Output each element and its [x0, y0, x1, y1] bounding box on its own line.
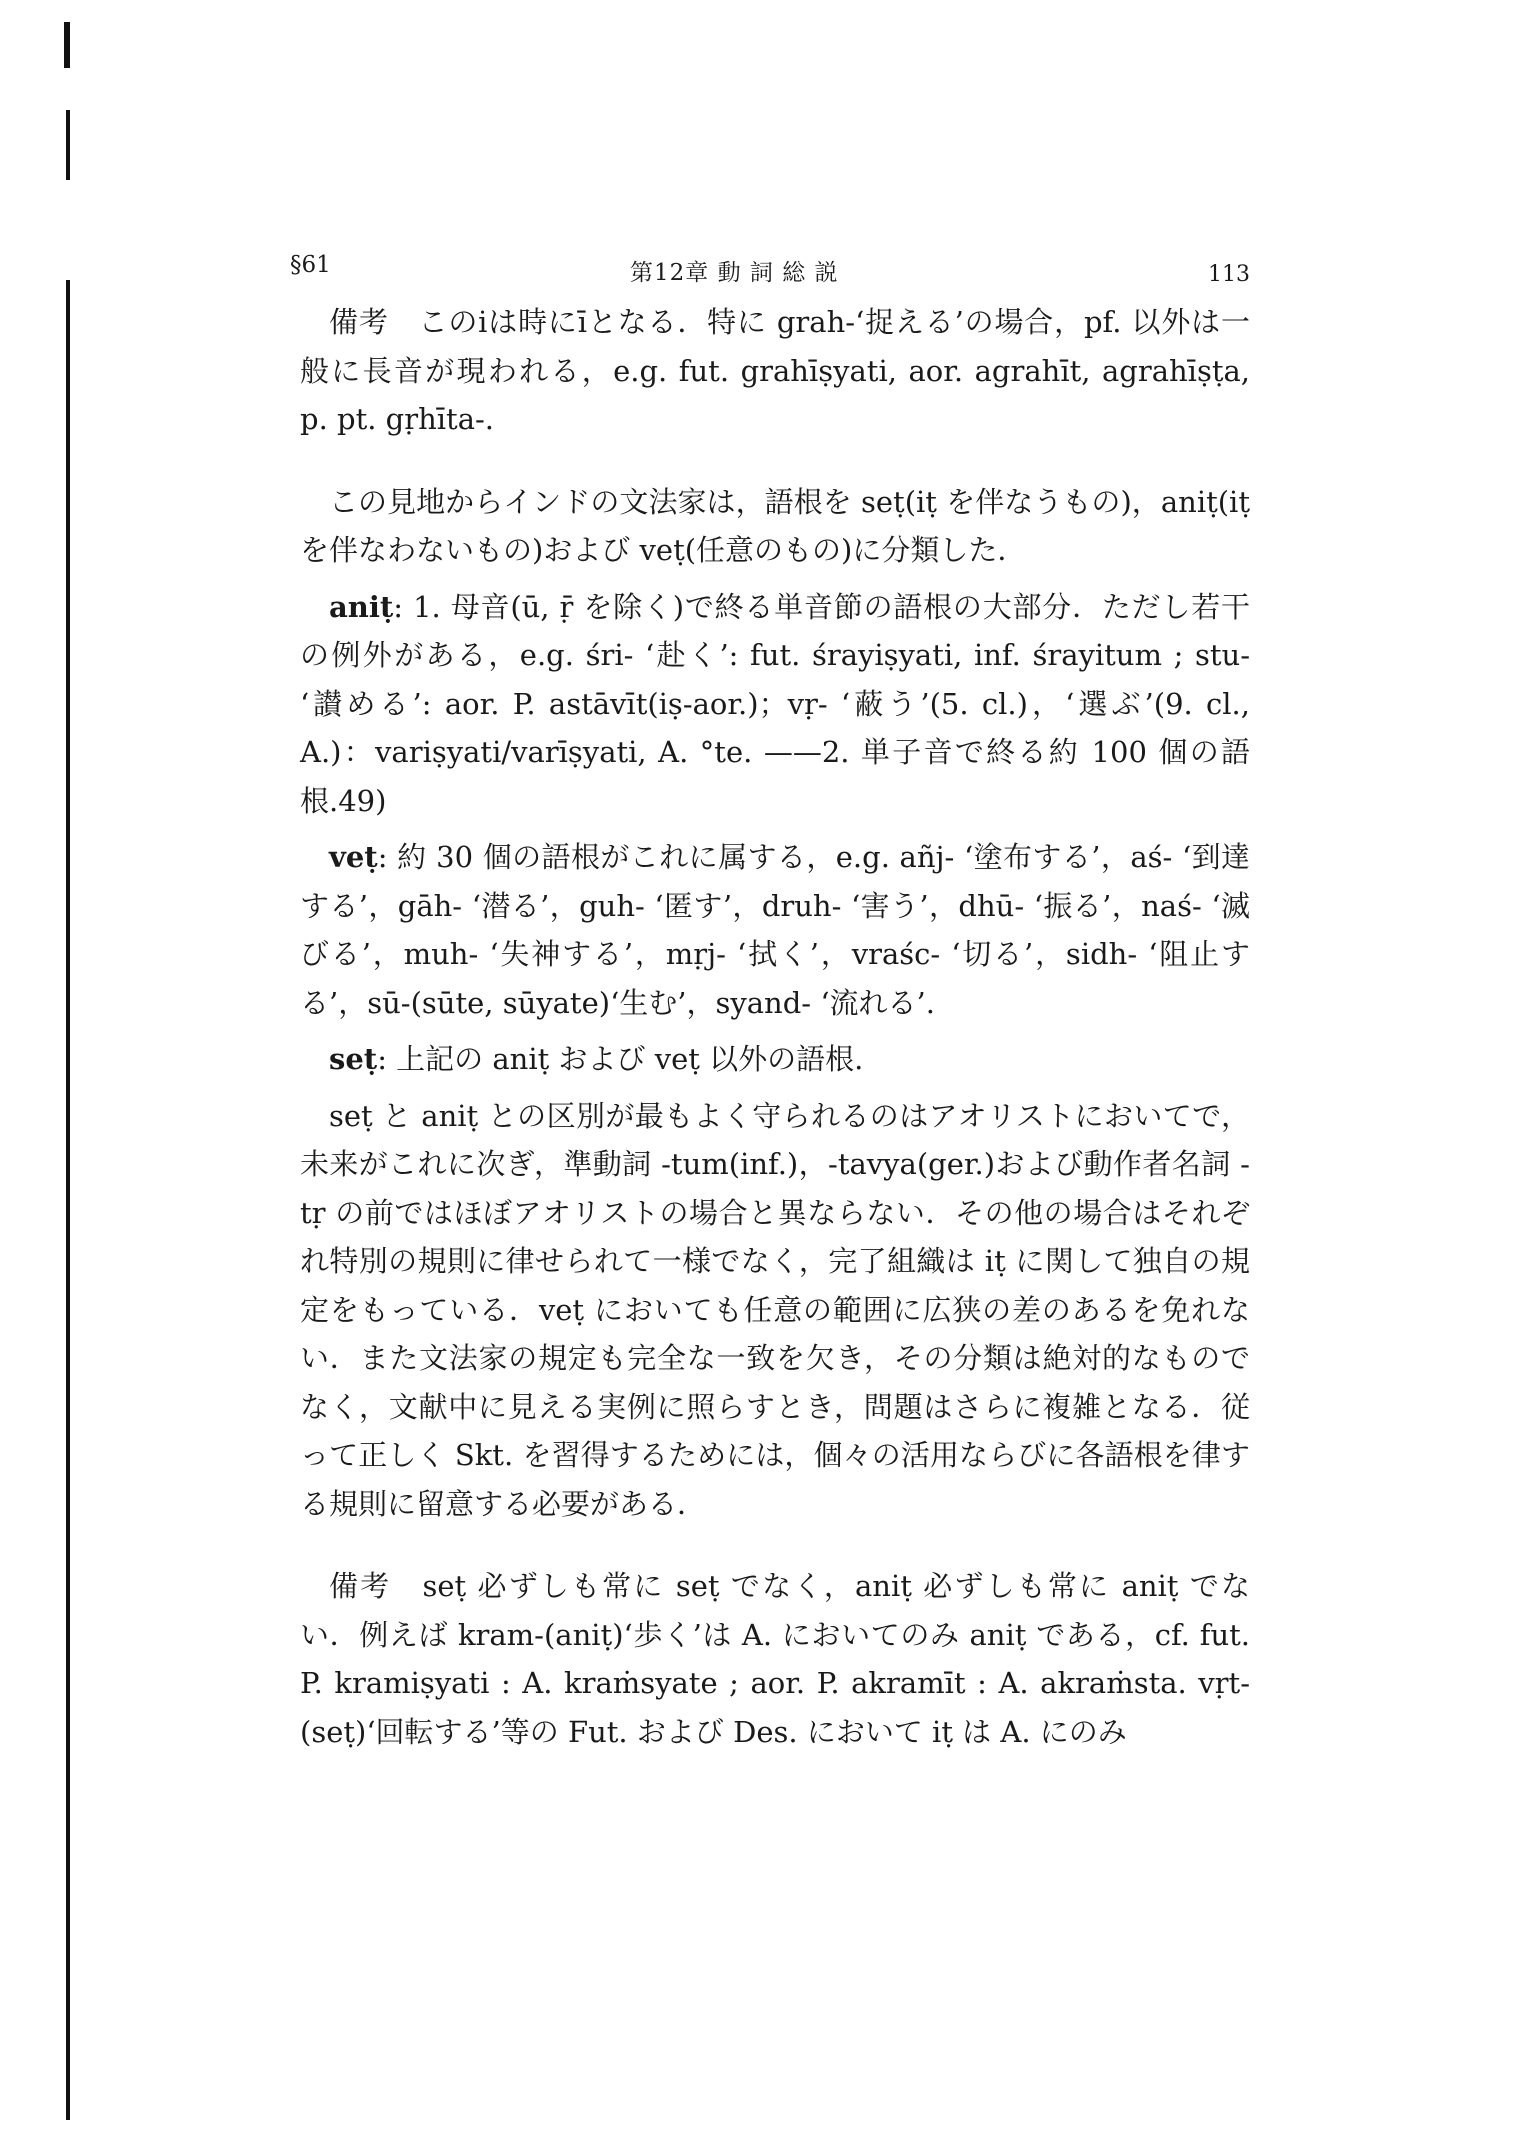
vet-text: : 約 30 個の語根がこれに属する，e.g. añj- ‘塗布する’，aś- ‘到達する’，gāh- ‘潜る’，guh- ‘匿す’，druh- ‘害う’，dhū- ‘振る’，naś- ‘滅びる’，muh- ‘失神する’，mṛj- ‘拭く’，vraśc- ‘切る’，sidh- ‘阻止する’，sū-(sūte, sūyate)‘生む’，syand- ‘流れる’. [300, 840, 1250, 1020]
anit-paragraph [300, 583, 1250, 826]
book-page [290, 250, 1250, 1756]
section-number: §61 [290, 252, 331, 278]
set-text: : 上記の aniṭ および veṭ 以外の語根. [377, 1042, 864, 1076]
note-paragraph-2: 備考 seṭ 必ずしも常に seṭ でなく，aniṭ 必ずしも常に aniṭ でない．例えば kram-(aniṭ)‘歩く’は A. においてのみ aniṭ である，cf. fut. P. kramiṣyati : A. kraṁsyate ; aor. P. akramīt : A. akraṁsta. vṛt-(seṭ)‘回転する’等の Fut. および Des. において iṭ は A. にのみ [300, 1569, 1250, 1749]
vet-term: veṭ [329, 840, 378, 874]
discussion-paragraph: seṭ と aniṭ との区別が最もよく守られるのはアオリストにおいてで，未来がこれに次ぎ，準動詞 -tum(inf.)，-tavya(ger.)および動作者名詞 -tṛ の前ではほぼアオリストの場合と異ならない．その他の場合はそれぞれ特別の規則に律せられて一様でなく，完了組織は iṭ に関して独自の規定をもっている．veṭ においても任意の範囲に広狭の差のあるを免れない．また文法家の規定も完全な一致を欠き，その分類は絶対的なものでなく，文献中に見える実例に照らすとき，問題はさらに複雑となる．従って正しく Skt. を習得するためには，個々の活用ならびに各語根を律する規則に留意する必要がある． [300, 1098, 1250, 1521]
scan-edge-line [66, 110, 70, 180]
page-number: 113 [1208, 262, 1250, 287]
intro-paragraph: この見地からインドの文法家は，語根を seṭ(iṭ を伴なうもの)，aniṭ(iṭ を伴なわないもの)および veṭ(任意のもの)に分類した． [300, 484, 1250, 567]
anit-term: aniṭ [329, 589, 394, 624]
anit-text: : 1. 母音(ū, ṝ を除く)で終る単音節の語根の大部分．ただし若干の例外がある，e.g. śri- ‘赴く’: fut. śrayiṣyati, inf. śrayitum ; stu- ‘讃める’: aor. P. astāvīt(iṣ-aor.)；vṛ- ‘蔽う’(5. cl.)，‘選ぶ’(9. cl., A.)：variṣyati/varīṣyati, A. °te. ——2. 単子音で終る約 100 個の語根.49) [300, 589, 1250, 818]
running-header [290, 250, 1250, 290]
note-paragraph-1: 備考 このiは時にīとなる．特に grah-‘捉える’の場合，pf. 以外は一般に長音が現われる，e.g. fut. grahīṣyati, aor. agrahīt, agrahīṣṭa, p. pt. gṛhīta-. [300, 305, 1250, 436]
scan-edge-mark [64, 22, 70, 68]
vet-paragraph [300, 833, 1250, 1027]
set-paragraph [300, 1035, 1250, 1084]
chapter-title: 第12章 動 詞 総 説 [630, 260, 839, 286]
set-term: seṭ [329, 1042, 378, 1076]
scan-edge-line [66, 280, 70, 2120]
